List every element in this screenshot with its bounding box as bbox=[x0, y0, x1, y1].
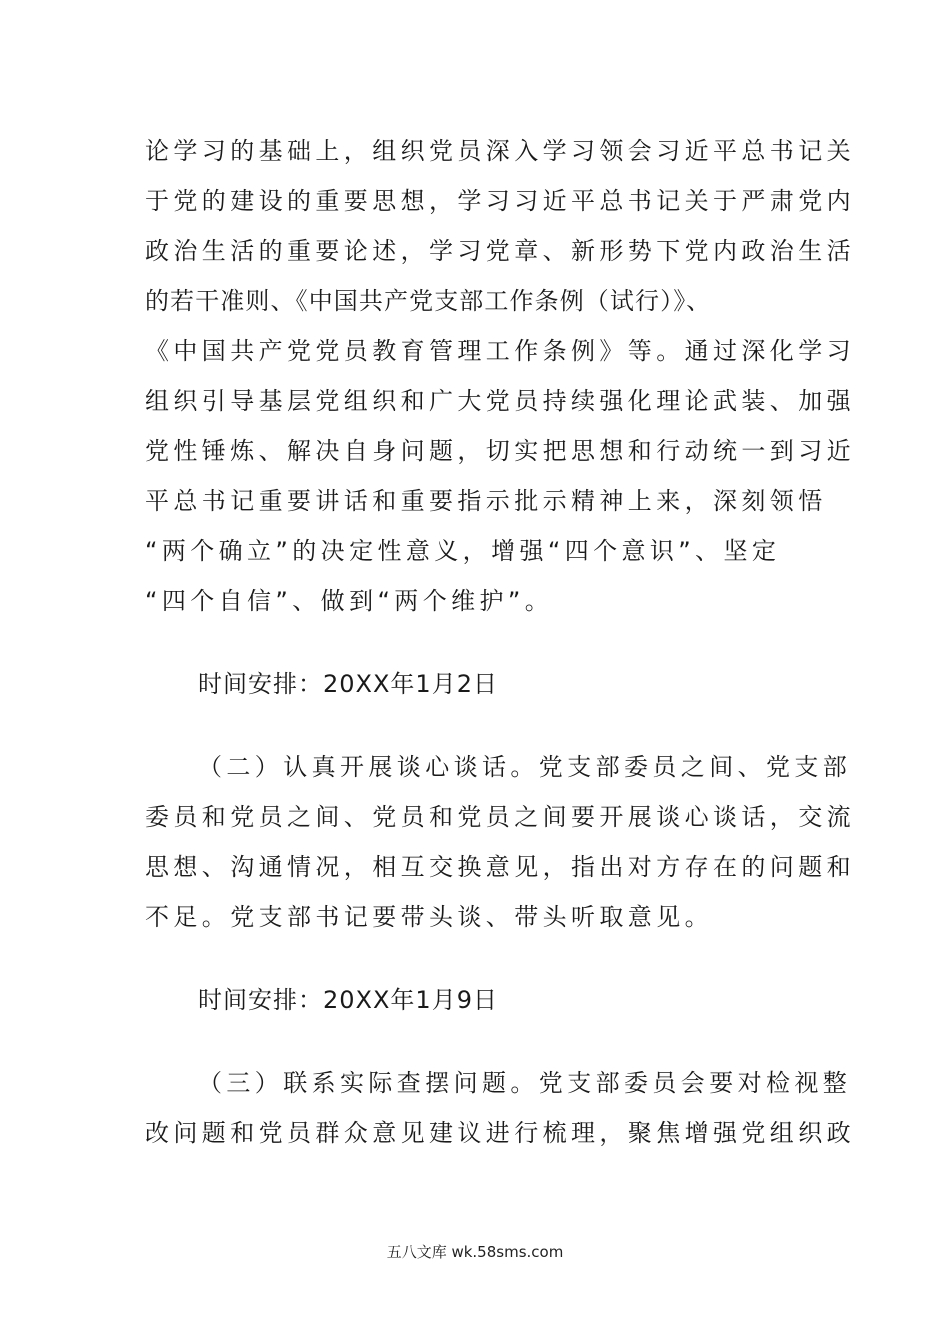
text-line: 委员和党员之间、党员和党员之间要开展谈心谈话，交流 bbox=[145, 803, 855, 831]
text-line: （三）联系实际查摆问题。党支部委员会要对检视整 bbox=[198, 1069, 852, 1097]
schedule-line-2: 时间安排：20XX年1月9日 bbox=[198, 986, 498, 1014]
text-line: 《中国共产党党员教育管理工作条例》等。通过深化学习 bbox=[145, 337, 855, 365]
text-line: “两个确立”的决定性意义，增强“四个意识”、坚定 bbox=[145, 537, 781, 565]
text-line: 思想、沟通情况，相互交换意见，指出对方存在的问题和 bbox=[145, 853, 855, 881]
paragraph-spacer bbox=[145, 942, 807, 975]
document-body bbox=[145, 126, 855, 1158]
text-line: 论学习的基础上，组织党员深入学习领会习近平总书记关 bbox=[145, 137, 855, 165]
text-line: 组织引导基层党组织和广大党员持续强化理论武装、加强 bbox=[145, 387, 855, 415]
text-line: 平总书记重要讲话和重要指示批示精神上来，深刻领悟 bbox=[145, 487, 827, 515]
paragraph-1 bbox=[145, 126, 855, 626]
paragraph-spacer bbox=[145, 1025, 807, 1058]
text-line: 不足。党支部书记要带头谈、带头听取意见。 bbox=[145, 903, 713, 931]
schedule-line-1: 时间安排：20XX年1月2日 bbox=[198, 670, 498, 698]
text-line: 的若干准则、《中国共产党支部工作条例（试行）》、 bbox=[145, 287, 712, 315]
text-line: “四个自信”、做到“两个维护”。 bbox=[145, 587, 554, 615]
text-line: 改问题和党员群众意见建议进行梳理，聚焦增强党组织政 bbox=[145, 1119, 855, 1147]
paragraph-2 bbox=[145, 742, 855, 942]
text-line: 政治生活的重要论述，学习党章、新形势下党内政治生活 bbox=[145, 237, 855, 265]
page-footer: 五八文库 wk.58sms.com bbox=[386, 1243, 564, 1261]
paragraph-3 bbox=[145, 1058, 855, 1158]
text-line: 党性锤炼、解决自身问题，切实把思想和行动统一到习近 bbox=[145, 437, 855, 465]
paragraph-spacer bbox=[145, 626, 807, 659]
paragraph-spacer bbox=[145, 709, 807, 742]
text-line: 于党的建设的重要思想，学习习近平总书记关于严肃党内 bbox=[145, 187, 855, 215]
text-line: （二）认真开展谈心谈话。党支部委员之间、党支部 bbox=[198, 753, 852, 781]
